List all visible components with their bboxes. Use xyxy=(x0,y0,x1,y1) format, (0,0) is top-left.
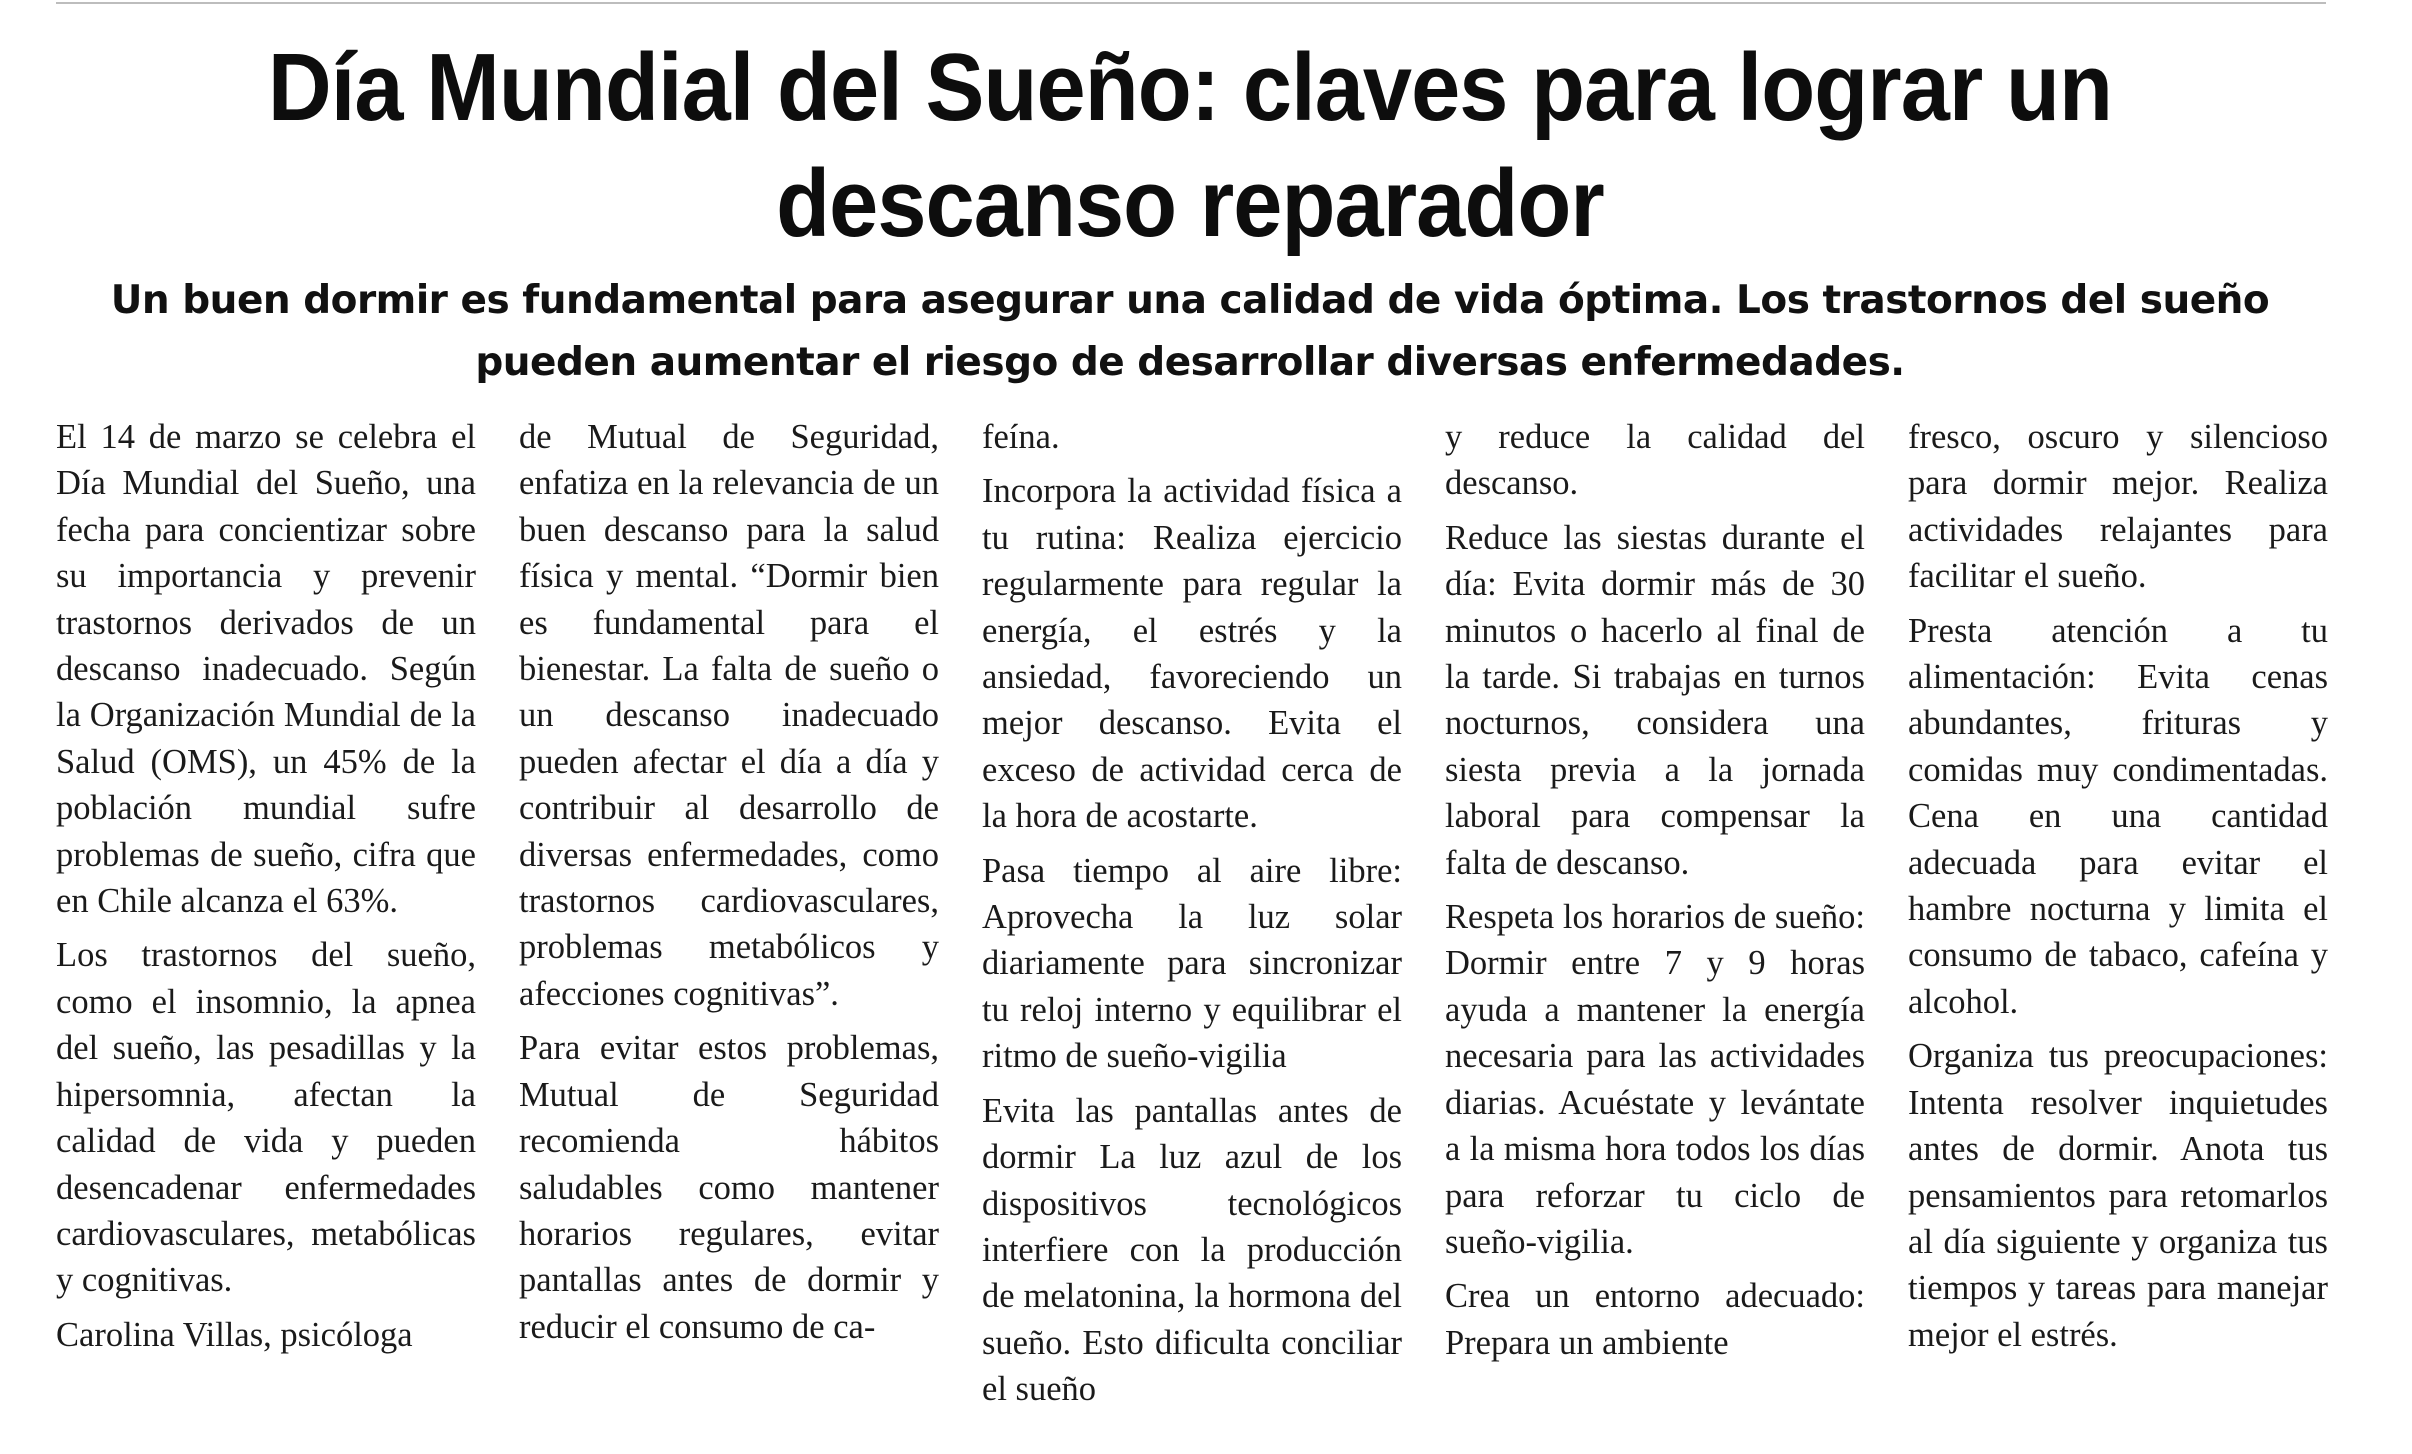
paragraph: fresco, oscuro y silencioso para dormir mejor. Realiza actividades relajantes para facilitar el sueño. xyxy=(1908,418,2328,596)
paragraph: Pasa tiempo al aire libre: Aprovecha la luz solar diariamente para sincronizar tu reloj interno y equilibrar el ritmo de sueño-vigilia xyxy=(982,851,1402,1076)
column-2 xyxy=(519,414,939,1414)
top-rule xyxy=(56,2,2326,4)
paragraph: y reduce la calidad del descanso. xyxy=(1445,418,1865,503)
headline: Día Mundial del Sueño: claves para lograr un descanso reparador xyxy=(267,34,2113,257)
paragraph: Presta atención a tu alimentación: Evita cenas abundantes, frituras y comidas muy condimentadas. Cena en una cantidad adecuada para evitar el hambre nocturna y limita el consumo de tabaco, cafeína y alcohol. xyxy=(1908,611,2328,1021)
paragraph: Evita las pantallas antes de dormir La luz azul de los dispositivos tecnológicos interfiere con la producción de melatonina, la hormona del sueño. Esto dificulta conciliar el sueño xyxy=(982,1091,1402,1409)
paragraph: Carolina Villas, psicóloga xyxy=(56,1315,413,1354)
column-1 xyxy=(56,414,476,1414)
paragraph: Los trastornos del sueño, como el insomnio, la apnea del sueño, las pesadillas y la hipersomnia, afectan la calidad de vida y pueden desencadenar enfermedades cardiovasculares, metabólicas y cognitivas. xyxy=(56,936,476,1300)
paragraph: Para evitar estos problemas, Mutual de Seguridad recomienda hábitos saludables como mantener horarios regulares, evitar pantallas antes de dormir y reducir el consumo de ca- xyxy=(519,1029,939,1346)
paragraph: Respeta los horarios de sueño: Dormir entre 7 y 9 horas ayuda a mantener la energía necesaria para las actividades diarias. Acuéstate y levántate a la misma hora todos los días para reforzar tu ciclo de sueño-vigilia. xyxy=(1445,898,1865,1261)
paragraph: Organiza tus preocupaciones: Intenta resolver inquietudes antes de dormir. Anota tus pensamientos para retomarlos al día siguiente y organiza tus tiempos y tareas para manejar mejor el estrés. xyxy=(1908,1037,2328,1354)
subhead: Un buen dormir es fundamental para asegurar una calidad de vida óptima. Los trastornos del sueño pueden aumentar el riesgo de desarrollar diversas enfermedades. xyxy=(110,278,2270,385)
paragraph: Crea un entorno adecuado: Prepara un ambiente xyxy=(1445,1277,1865,1362)
paragraph: feína. xyxy=(982,418,1060,456)
article-body xyxy=(56,414,2328,1414)
paragraph: de Mutual de Seguridad, enfatiza en la relevancia de un buen descanso para la salud física y mental. “Dormir bien es fundamental para el bienestar. La falta de sueño o un descanso inadecuado pueden afectar el día a día y contribuir al desarrollo de diversas enfermedades, como trastornos cardiovasculares, problemas metabólicos y afecciones cognitivas”. xyxy=(519,418,939,1013)
column-5 xyxy=(1908,414,2328,1414)
paragraph: Reduce las siestas durante el día: Evita dormir más de 30 minutos o hacerlo al final de la tarde. Si trabajas en turnos nocturnos, considera una siesta previa a la jornada laboral para compensar la falta de descanso. xyxy=(1445,518,1865,882)
column-3 xyxy=(982,414,1402,1414)
column-4 xyxy=(1445,414,1865,1414)
paragraph: Incorpora la actividad física a tu rutina: Realiza ejercicio regularmente para regular la energía, el estrés y la ansiedad, favoreciendo un mejor descanso. Evita el exceso de actividad cerca de la hora de acostarte. xyxy=(982,472,1402,836)
paragraph: El 14 de marzo se celebra el Día Mundial del Sueño, una fecha para concientizar sobre su importancia y prevenir trastornos derivados de un descanso inadecuado. Según la Organización Mundial de la Salud (OMS), un 45% de la población mundial sufre problemas de sueño, cifra que en Chile alcanza el 63%. xyxy=(56,418,476,921)
